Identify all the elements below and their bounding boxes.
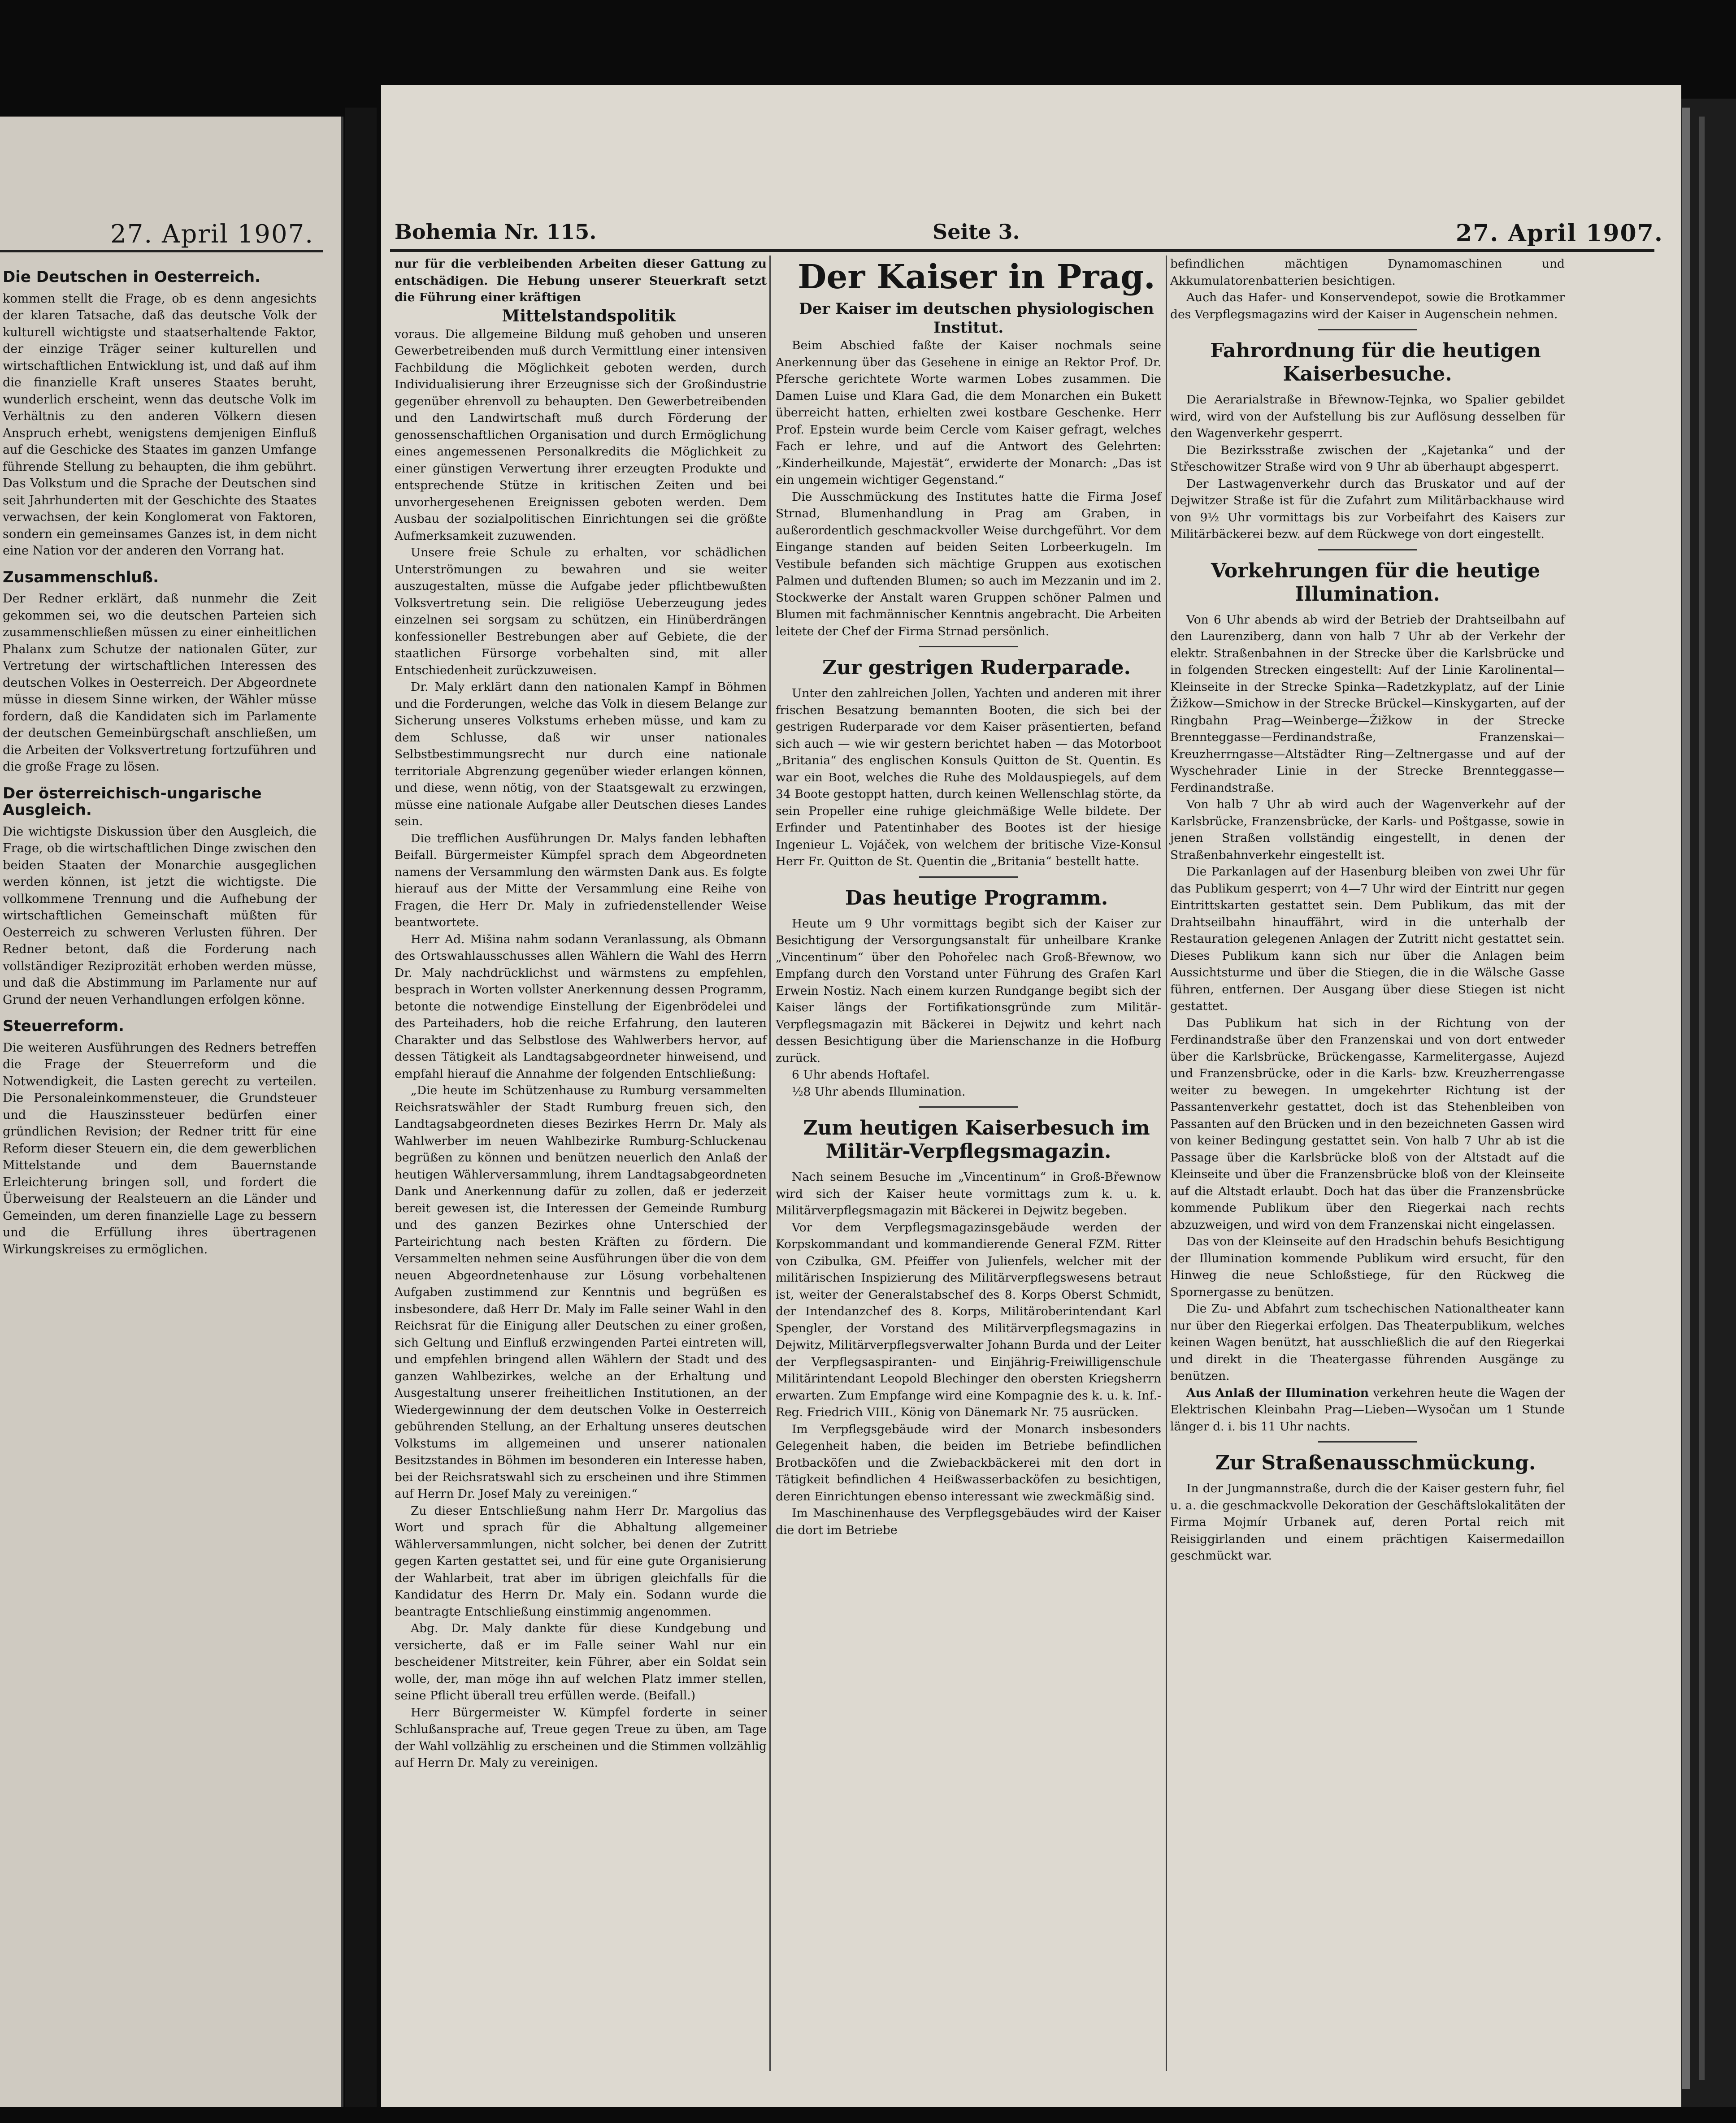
section-divider [919, 1106, 1018, 1108]
col3-paragraph: Das Publikum hat sich in der Richtung von der Ferdinandstraße über den Franzenskai und von dort entweder über die Karlsbrücke, Brückengasse, Karmelitergasse, Aujezd und Franzensbrücke, oder in die Karls- bzw. Kreuzherrengasse weiter zu bewegen. In umgekehrter Richtung ist der Passantenverkehr gestattet, doch ist das Stehenbleiben von Passanten auf den Brücken und in den bezeichneten Gassen wird von keiner Bedingung gestattet sein. Von halb 7 Uhr ab ist die Passage über die Karlsbrücke bloß von der Altstadt auf die Kleinseite und über die Franzensbrücke bloß von der Kleinseite auf die Altstadt erlaubt. Doch hat das über die Franzensbrücke kommende Publikum über den Riegerkai nach rechts abzuzweigen, und wird von dem Franzenskai nicht eingelassen. [1170, 1016, 1565, 1232]
col1-paragraph: voraus. Die allgemeine Bildung muß gehoben und unseren Gewerbetreibenden muß durch Vermittlung einer intensiven Fachbildung die Möglichkeit geboten werden, durch Individualisierung ihrer Erzeugnisse sich der Großindustrie gegenüber ehrenvoll zu behaupten. Den Gewerbetreibenden und den Landwirtschaft muß durch Förderung der genossenschaftlichen Organisation und durch Ermöglichung eines angemessenen Personalkredits die Möglichkeit zu einer günstigen Verwertung ihrer erzeugten Produkte und entsprechende Stütze in kritischen Zeiten und bei unvorhergesehenen Ereignissen geboten werden. Dem Ausbau der sozialpolitischen Einrichtungen sei die größte Aufmerksamkeit zuzuwenden. [395, 327, 767, 543]
heading-mittelstandspolitik: Mittelstandspolitik [502, 306, 676, 325]
program-line-illumination: ½8 Uhr abends Illumination. [792, 1084, 966, 1099]
col3-paragraph: Von 6 Uhr abends ab wird der Betrieb der Drahtseilbahn auf den Laurenziberg, dann von halb 7 Uhr ab der Verkehr der elektr. Straßenbahnen in der Strecke über die Karlsbrücke und in folgenden Strecken eingestellt: Auf der Linie Karolinental—Kleinseite in der Strecke Spinka—Radetzkyplatz, auf der Linie Žižkow—Smichow in der Strecke Brückel—Kinskygarten, auf der Ringbahn Prag—Weinberge—Žižkow in der Strecke Brennteggasse—Ferdinandstraße, Franzenskai—Kreuzherrngasse—Altstädter Ring—Zeltnergasse und auf der Wyschehrader Linie in der Strecke Brennteggasse—Ferdinandstraße. [1170, 612, 1565, 795]
col2-paragraph: Unter den zahlreichen Jollen, Yachten und anderen mit ihrer frischen Besatzung bemannten Booten, die sich bei der gestrigen Ruderparade vor dem Kaiser präsentierten, befand sich auch — wie wir gestern berichtet haben — das Motorboot „Britania“ des englischen Konsuls Quitton de St. Quentin. Es war ein Boot, welches die Ruhe des Moldauspiegels, auf dem 34 Boote gestoppt hatten, durch keinen Wellenschlag störte, da sein Propeller eine ruhige gleichmäßige Welle bildete. Der Erfinder und Patentinhaber des Bootes ist der hiesige Ingenieur L. Vojáček, von welchem der britische Vize-Konsul Herr Fr. Quitton de St. Quentin die „Britania“ bestellt hatte. [776, 686, 1161, 868]
header-date: 27. April 1907. [1455, 220, 1663, 247]
scan-border [0, 2107, 1736, 2123]
column-divider [769, 256, 771, 2071]
col1-paragraph: Zu dieser Entschließung nahm Herr Dr. Margolius das Wort und sprach für die Abhaltung allgemeiner Wählerversammlungen, nicht solcher, bei denen der Zutritt gegen Karten gestattet sei, und für eine gute Organisierung der Wahlarbeit, trat aber im übrigen gleichfalls für die Kandidatur des Herrn Dr. Maly ein. Sodann wurde die beantragte Entschließung einstimmig angenommen. [395, 1503, 767, 1619]
section-divider [1318, 1441, 1417, 1443]
col3-paragraph: In der Jungmannstraße, durch die der Kaiser gestern fuhr, fiel u. a. die geschmackvolle Dekoration der Geschäftslokalitäten der Firma Mojmír Urbanek auf, deren Portal reich mit Reisiggirlanden und einem prächtigen Kaisermedaillon geschmückt war. [1170, 1482, 1565, 1563]
left-text-ausgleich: Die wichtigste Diskussion über den Ausgleich, die Frage, ob die wirtschaftlichen Dinge zwischen den beiden Staaten der Monarchie ausgeglichen werden können, ist jetzt die wichtigste. Die vollkommene Trennung und die Aufhebung der wirtschaftlichen Gemeinschaft müßten für Oesterreich zu schweren Verlusten führen. Der Redner betont, daß die Forderung nach vollständiger Reziprozität erhoben werden müsse, und daß die Abstimmung im Parlamente nur auf Grund der neuen Verhandlungen erfolgen könne. [3, 824, 317, 1007]
col3-paragraph: Von halb 7 Uhr ab wird auch der Wagenverkehr auf der Karlsbrücke, Franzensbrücke, der Karls- und Poštgasse, sowie in jenen Straßen vollständig eingestellt, in denen der Straßenbahnverkehr eingestellt ist. [1170, 797, 1565, 862]
col1-paragraph: „Die heute im Schützenhause zu Rumburg versammelten Reichsratswähler der Stadt Rumburg freuen sich, den Landtagsabgeordneten dieses Bezirkes Herrn Dr. Maly als Wahlwerber im neuen Wahlbezirke Rumburg-Schluckenau begrüßen zu können und benützen neuerlich den Anlaß der heutigen Wählerversammlung, ihrem Landtagsabgeordneten Dank und Anerkennung dafür zu zollen, daß er jederzeit bereit gewesen ist, die Interessen der Gemeinde Rumburg und des ganzen Bezirkes ohne Unterschied der Parteirichtung nach besten Kräften zu fördern. Die Versammelten nehmen seine Ausführungen über die von dem neuen Abgeordnetenhause zur Lösung vorbehaltenen Aufgaben zustimmend zur Kenntnis und begrüßen es insbesondere, daß Herr Dr. Maly im Falle seiner Wahl in den Reichsrat für die Einigung aller Deutschen zu einer großen, sich Geltung und Einfluß erzwingenden Partei eintreten will, und empfehlen bringend allen Wählern der Stadt und des ganzen Wahlbezirkes, welche an der Erhaltung und Ausgestaltung unserer freiheitlichen Institutionen, an der Wiedergewinnung der dem deutschen Volke in Oesterreich gebührenden Stellung, an der Erhaltung unseres deutschen Volkstums im allgemeinen und unserer nationalen Besitzstandes in Böhmen im besonderen ein Interesse haben, bei der Reichsratswahl sich zu erscheinen und ihre Stimmen auf Herrn Dr. Josef Maly zu vereinigen.“ [395, 1083, 767, 1501]
col1-paragraph: Unsere freie Schule zu erhalten, vor schädlichen Unterströmungen zu bewahren und sie weiter auszugestalten, müsse die Aufgabe jeder pflichtbewußten Volksvertretung sein. Die religiöse Ueberzeugung jedes einzelnen sei sorgsam zu schützen, ein Hinüberdrängen konfessioneller Bestrebungen aber auf Gebiete, die der staatlichen Fürsorge vorbehalten sind, mit aller Entschiedenheit zurückzuweisen. [395, 546, 767, 677]
section-divider [919, 876, 1018, 878]
anlass-label: Aus Anlaß der Illumination [1186, 1386, 1369, 1400]
column-divider [1166, 256, 1167, 2071]
col2-paragraph: Die Ausschmückung des Institutes hatte die Firma Josef Strnad, Blumenhandlung in Prag am Graben, in außerordentlich geschmackvoller Weise durchgeführt. Vor dem Eingange standen auf beiden Seiten Lorbeerkugeln. Im Vestibule befanden sich mächtige Gruppen aus exotischen Palmen und duftenden Blumen; so auch im Mezzanin und im 2. Stockwerke der Anstalt waren Gruppen schöner Palmen und Blumen mit fachmännischer Kenntnis angebracht. Die Arbeiten leitete der Chef der Firma Strnad persönlich. [776, 490, 1161, 638]
left-page [0, 117, 343, 2109]
page-header [395, 220, 1663, 247]
col3-paragraph: Die Zu- und Abfahrt zum tschechischen Nationaltheater kann nur über den Riegerkai erfolgen. Das Theaterpublikum, welches keinen Wagen benützt, hat ausschließlich die auf den Riegerkai und direkt in die Theatergasse führenden Ausgänge zu benützen. [1170, 1302, 1565, 1383]
col3-paragraph: Die Bezirksstraße zwischen der „Kajetanka“ und der Střeschowitzer Straße wird von 9 Uhr ab überhaupt abgesperrt. [1170, 443, 1565, 474]
left-heading-ausgleich: Der österreichisch-ungarische Ausgleich. [3, 784, 262, 819]
column-3 [1170, 256, 1565, 1564]
section-divider [1318, 549, 1417, 550]
col1-paragraph: Die trefflichen Ausführungen Dr. Malys fanden lebhaften Beifall. Bürgermeister Kümpfel sprach dem Abgeordneten namens der Versammlung den wärmsten Dank aus. Es folgte hierauf aus der Mitte der Versammlung eine Reihe von Fragen, die Herr Dr. Maly in zufriedenstellender Weise beantwortete. [395, 831, 767, 929]
heading-physiologisches-institut: Der Kaiser im deutschen physiologischen Institut. [799, 300, 1154, 337]
col3-paragraph: Das von der Kleinseite auf den Hradschin behufs Besichtigung der Illumination kommende Publikum wird ersucht, für den Hinweg die neue Schloßstiege, für den Rückweg die Spornergasse zu benützen. [1170, 1235, 1565, 1299]
header-rule [390, 249, 1654, 252]
col3-intro: befindlichen mächtigen Dynamomaschinen und Akkumulatorenbatterien besichtigen. [1170, 257, 1565, 288]
right-page [381, 85, 1681, 2107]
col2-paragraph: Im Maschinenhause des Verpflegsgebäudes wird der Kaiser die dort im Betriebe [776, 1506, 1161, 1537]
left-text-deutschen: kommen stellt die Frage, ob es denn angesichts der klaren Tatsache, daß das deutsche Volk der kulturell wichtigste und staatserhaltende Faktor, der einzige Träger seiner kulturellen und wirtschaftlichen Entwicklung ist, und daß auf ihm die finanzielle Kraft unseres Staates beruht, wunderlich erscheint, wenn das deutsche Volk im Verhältnis zu den anderen Völkern diesen Anspruch erhebt, wenigstens demjenigen Einfluß auf die Geschicke des Staates im ganzen Umfange führende Stellung zu behaupten, die ihm gebührt. Das Volkstum und die Sprache der Deutschen sind seit Jahrhunderten mit der Geschichte des Staates verwachsen, der kein Konglomerat von Faktoren, sondern ein gemeinsames Ganzes ist, in dem nicht eine Nation vor der anderen den Vorrang hat. [3, 291, 317, 558]
book-gutter [345, 108, 377, 2107]
column-2 [776, 256, 1161, 1538]
column-1 [395, 256, 767, 1772]
col1-paragraph: Dr. Maly erklärt dann den nationalen Kampf in Böhmen und die Forderungen, welche das Volk in diesem Belange zur Sicherung unseres Volkstums erheben müsse, und kam zu dem Schlusse, daß wir unser nationales Selbstbestimmungsrecht nur durch eine nationale territoriale Abgrenzung gegenüber wieder erlangen können, und diese, wenn nötig, von der Staatsgewalt zu erzwingen, müsse eine nationale Aufgabe aller Deutschen dieses Landes sein. [395, 680, 767, 828]
section-divider [919, 646, 1018, 647]
anlass-text: verkehren heute die Wagen der Elektrischen Kleinbahn Prag—Lieben—Wysočan um 1 Stunde länger d. i. bis 11 Uhr nachts. [1170, 1386, 1565, 1434]
section-divider [1318, 329, 1417, 330]
page-stack-edge [1699, 117, 1705, 2080]
heading-strassenausschmueckung: Zur Straßenausschmückung. [1215, 1451, 1536, 1474]
col2-paragraph: Vor dem Verpflegsmagazinsgebäude werden der Korpskommandant und kommandierende General FZM. Ritter von Czibulka, GM. Pfeiffer von Julienfels, welcher mit der militärischen Inspizierung des Militärverpflegswesens betraut ist, weiter der Generalstabschef des 8. Korps Oberst Schmidt, der Intendanzchef des 8. Korps, Militäroberintendant Karl Spengler, der Vorstand des Militärverpflegsmagazins in Dejwitz, Militärverpflegsverwalter Johann Burda und der Leiter der Verpflegsaspiranten- und Einjährig-Freiwilligenschule Militärintendant Leopold Blechinger den obersten Kriegsherrn erwarten. Zum Empfange wird eine Kompagnie des k. u. k. Inf.-Reg. Friedrich VIII., König von Dänemark Nr. 75 ausrücken. [776, 1220, 1161, 1419]
left-heading-deutschen: Die Deutschen in Oesterreich. [3, 268, 260, 286]
col2-paragraph: Beim Abschied faßte der Kaiser nochmals seine Anerkennung über das Gesehene in einige an Rektor Prof. Dr. Pfersche gerichtete Worte warmen Lobes zusammen. Die Damen Luise und Klara Gad, die dem Monarchen ein Bukett überreicht hatten, erhielten zwei kostbare Geschenke. Herr Prof. Epstein wurde beim Cercle vom Kaiser gefragt, welches Fach er lehre, und auf die Antwort des Gelehrten: „Kinderheilkunde, Majestät“, erwiderte der Monarch: „Das ist ein ungemein wichtiger Gegenstand.“ [776, 338, 1161, 487]
col2-paragraph: Im Verpflegsgebäude wird der Monarch insbesonders Gelegenheit haben, die beiden im Betriebe befindlichen Brotbacköfen und die Zwiebackbäckerei mit den dort in Tätigkeit befindlichen 4 Heißwasserbacköfen zu besichtigen, deren Einrichtungen ebenso interessant wie zweckmäßig sind. [776, 1422, 1161, 1503]
left-heading-zusammenschluss: Zusammenschluß. [3, 568, 159, 586]
col3-paragraph: Die Aerarialstraße in Břewnow-Tejnka, wo Spalier gebildet wird, wird von der Aufstellung bis zur Auflösung desselben für den Wagenverkehr gesperrt. [1170, 393, 1565, 440]
left-text-steuerreform: Die weiteren Ausführungen des Redners betreffen die Frage der Steuerreform und die Notwendigkeit, die Lasten gerecht zu verteilen. Die Personaleinkommensteuer, die Grundsteuer und die Hauszinssteuer bedürfen einer gründlichen Revision; der Redner tritt für eine Reform dieser Steuern ein, die dem gewerblichen Mittelstande und dem Bauernstande Erleichterung bringen soll, und fordert die Überweisung der Realsteuern an die Länder und Gemeinden, um deren finanzielle Lage zu bessern und die Erfüllung ihres übertragenen Wirkungskreises zu ermöglichen. [3, 1040, 317, 1256]
col1-paragraph: Herr Bürgermeister W. Kümpfel forderte in seiner Schlußansprache auf, Treue gegen Treue zu üben, am Tage der Wahl vollzählig zu erscheinen und die Stimmen vollzählig auf Herrn Dr. Maly zu vereinigen. [395, 1705, 767, 1770]
program-line-hoftafel: 6 Uhr abends Hoftafel. [792, 1068, 930, 1082]
col3-paragraph-anlass [1170, 1385, 1565, 1435]
left-page-date: 27. April 1907. [110, 220, 314, 249]
page-stack-edge [1682, 108, 1690, 2089]
header-page-number: Seite 3. [933, 220, 1020, 244]
article-title-kaiser-in-prag: Der Kaiser in Prag. [798, 258, 1155, 296]
col3-intro-2: Auch das Hafer- und Konservendepot, sowie die Brotkammer des Verpflegsmagazins wird der Kaiser in Augenschein nehmen. [1170, 290, 1565, 321]
col2-paragraph: Heute um 9 Uhr vormittags begibt sich der Kaiser zur Besichtigung der Versorgungsanstalt für unheilbare Kranke „Vincentinum“ über den Pohořelec nach Groß-Břewnow, wo Empfang durch den Vorstand unter Führung des Grafen Karl Erwein Nostiz. Nach einem kurzen Rundgange begibt sich der Kaiser längs der Fortifikationsgründe zum Militär-Verpflegsmagazin mit Bäckerei in Dejwitz und kehrt nach dessen Besichtigung über die Marienschanze in die Hofburg zurück. [776, 916, 1161, 1065]
header-issue: Bohemia Nr. 115. [395, 220, 597, 244]
left-heading-steuerreform: Steuerreform. [3, 1017, 124, 1035]
col2-paragraph: Nach seinem Besuche im „Vincentinum“ in Groß-Břewnow wird sich der Kaiser heute vormittags zum k. u. k. Militärverpflegsmagazin mit Bäckerei in Dejwitz begeben. [776, 1170, 1161, 1217]
col3-paragraph: Die Parkanlagen auf der Hasenburg bleiben von zwei Uhr für das Publikum gesperrt; von 4—7 Uhr wird der Eintritt nur gegen Eintrittskarten gestattet sein. Dem Publikum, das mit der Drahtseilbahn hinauffährt, wird in die unterhalb der Restauration gelegenen Anlagen der Zutritt nicht gestattet sein. Dieses Publikum kann sich nur über die Anlagen beim Aussichtsturme und über die Stiegen, die in die Wälsche Gasse führen, entfernen. Der Ausgang über diese Stiegen ist nicht gestattet. [1170, 865, 1565, 1013]
heading-kaiserbesuch-magazin: Zum heutigen Kaiserbesuch im Militär-Verpflegsmagazin. [803, 1117, 1150, 1163]
col3-paragraph: Der Lastwagenverkehr durch das Bruskator und auf der Dejwitzer Straße ist für die Zufahrt zum Militärbackhause wird von 9½ Uhr vormittags bis zur Vorbeifahrt des Kaisers zur Militärbäckerei bezw. auf dem Rückwege von dort eingestellt. [1170, 477, 1565, 541]
col1-paragraph: Abg. Dr. Maly dankte für diese Kundgebung und versicherte, daß er im Falle seiner Wahl nur ein bescheidener Mitstreiter, kein Führer, aber ein Soldat sein wolle, der, man möge ihn auf welchen Platz immer stellen, seine Pflicht überall treu erfüllen werde. (Beifall.) [395, 1621, 767, 1703]
col1-paragraph: Herr Ad. Mišina nahm sodann Veranlassung, als Obmann des Ortswahlausschusses allen Wählern die Wahl des Herrn Dr. Maly nachdrücklichst und wärmstens zu empfehlen, besprach in Worten vollster Anerkennung dessen Programm, betonte die notwendige Einstellung der Eigenbrödelei und des Parteihaders, hob die reiche Erfahrung, den lauteren Charakter und das Selbstlose des Wahlwerbers hervor, auf dessen Tätigkeit als Landtagsabgeordneter hinweisend, und empfahl hierauf die Annahme der folgenden Entschließung: [395, 932, 767, 1081]
left-text-zusammenschluss: Der Redner erklärt, daß nunmehr die Zeit gekommen sei, wo die deutschen Parteien sich zusammenschließen müssen zu einer einheitlichen Phalanx zum Schutze der nationalen Güter, zur Vertretung der wirtschaftlichen Interessen des deutschen Volkes in Oesterreich. Der Abgeordnete müsse in diesem Sinne wirken, der Wähler müsse fordern, daß die Kandidaten sich im Parlamente der deutschen Gemeinbürgschaft anschließen, um die Arbeiten der Volksvertretung fortzuführen und die große Frage zu lösen. [3, 592, 317, 774]
left-page-column [3, 259, 317, 1258]
heading-illumination: Vorkehrungen für die heutige Illumination. [1211, 559, 1541, 606]
heading-fahrordnung: Fahrordnung für die heutigen Kaiserbesuche. [1210, 339, 1541, 386]
heading-ruderparade: Zur gestrigen Ruderparade. [822, 656, 1131, 679]
col1-intro: nur für die verbleibenden Arbeiten dieser Gattung zu entschädigen. Die Hebung unserer Steuerkraft setzt die Führung einer kräftigen [395, 257, 767, 304]
heading-programm: Das heutige Programm. [845, 886, 1108, 910]
left-page-header-rule [0, 250, 323, 252]
